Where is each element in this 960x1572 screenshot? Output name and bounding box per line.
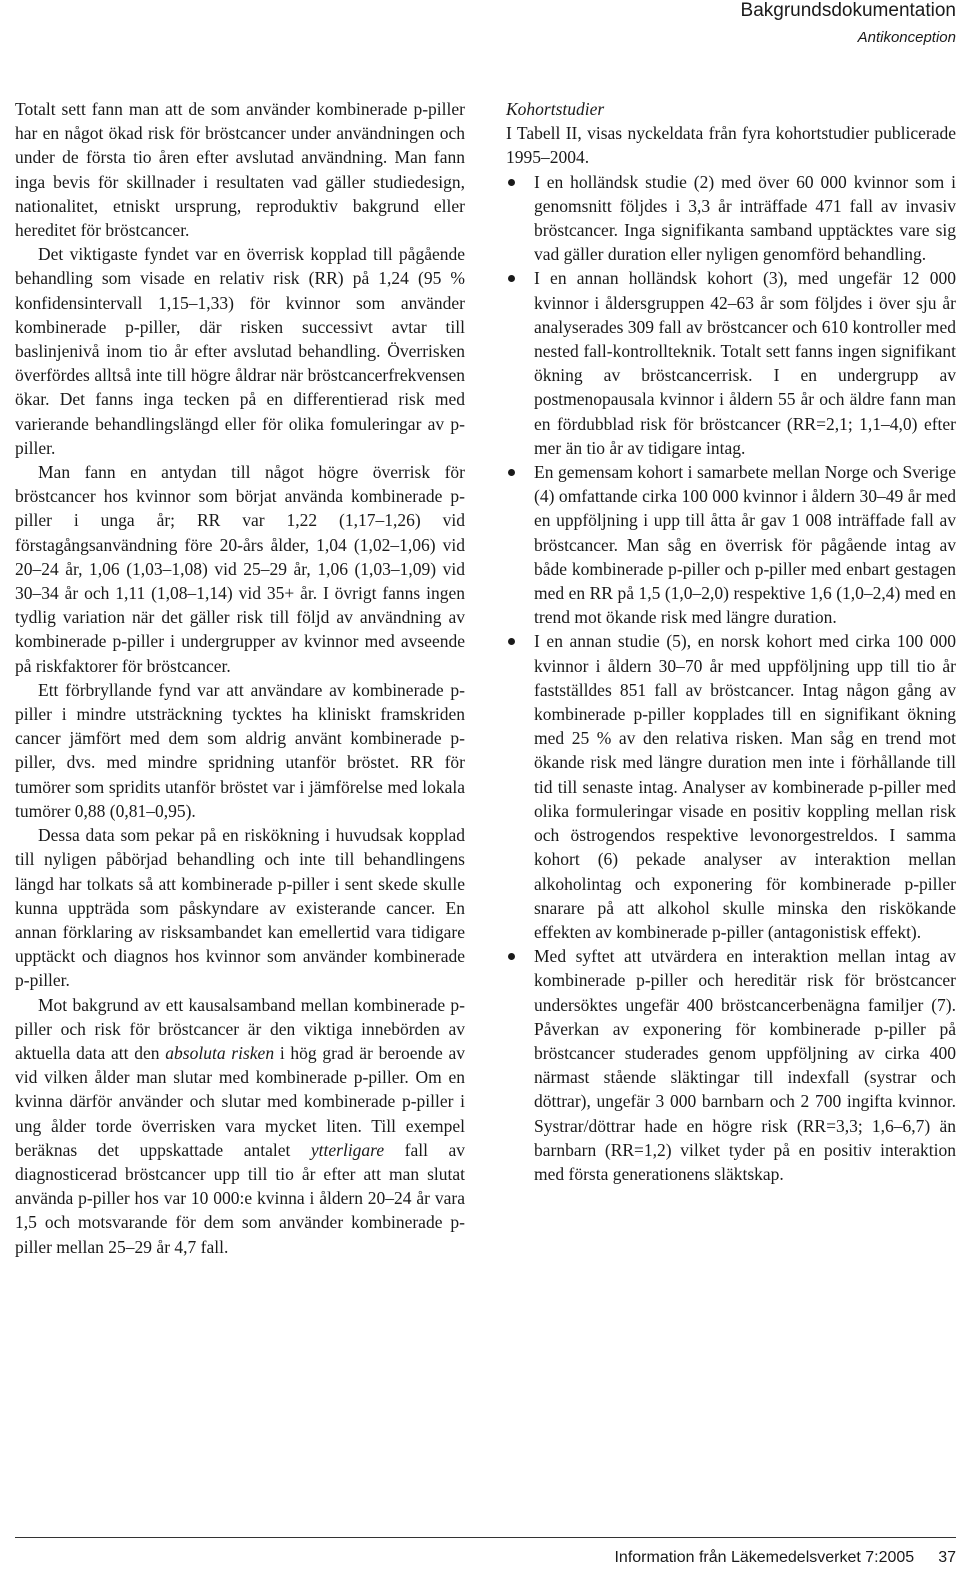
- page-footer: [614, 1548, 956, 1568]
- paragraph-text: fall av diagnosticerad bröstcancer upp till tio år efter att man slutat använda p-piller hos var 10 000:e kvinna i åldern 20–24 år vara 1,5 och motsvarande för dem som använder kombinerade p-piller mellan 25–29 år 4,7 fall.: [15, 1139, 466, 1257]
- list-item: [506, 944, 956, 1186]
- emphasis-absolute-risk: absoluta risken: [165, 1042, 275, 1063]
- study-list: [506, 170, 956, 1187]
- bullet-icon: [508, 953, 515, 960]
- footer-source: Information från Läkemedelsverket 7:2005: [614, 1549, 915, 1566]
- list-item-text: I en holländsk studie (2) med över 60 000 kvinnor som i genomsnitt följdes i 3,3 år inträffade 471 fall av invasiv bröstcancer. Inga signifikanta samband upptäcktes vare sig vad gäller duration eller nyligen genomförd behandling.: [534, 171, 956, 265]
- paragraph-text: i hög grad är beroende av vid vilken ålder man slutar med kombinerade p-piller. Om en kvinna därför använder och slutar med kombinerade p-piller i ung ålder torde överrisken vara mycket liten. Till exempel beräknas det uppskattade antalet: [15, 1042, 465, 1160]
- list-item-text: I en annan studie (5), en norsk kohort med cirka 100 000 kvinnor i åldern 30–70 år med uppföljning upp till tio år fastställdes 851 fall av bröstcancer. Intag någon gång av kombinerade p-piller kopplades till en signifikant ökning med 25 % av den relativa risken. Man såg en trend mot ökande risk med längre duration men inte i förhållande till tid till senaste intag. Analyser av kombinerade p-piller med olika formuleringar visade en positiv koppling mellan risk och östrogendos respektive levonorgestreldos. I samma kohort (6) pekade analyser av interaktion mellan alkoholintag och exponering för kombinerade p-piller snarare på att alkohol skulle minska den riskökande effekten av kombinerade p-piller (antagonistisk effekt).: [534, 631, 956, 942]
- page-header: [741, 0, 956, 48]
- paragraph: Dessa data som pekar på en riskökning i huvudsak kopplad till nyligen påbörjad behandling och inte till behandlingens längd har tolkats så att kombinerade p-piller i sent skede skulle kunna uppträda som påskyndare av existerande cancer. En annan förklaring av risksambandet kan emellertid vara tidigare upptäckt och diagnos hos kvinnor som använder kombinerade p-piller.: [15, 825, 465, 991]
- list-item: [506, 170, 956, 267]
- paragraph: Det viktigaste fyndet var en överrisk kopplad till pågående behandling som visade en relativ risk (RR) på 1,24 (95 % konfidensintervall 1,15–1,33) för kvinnor som använder kombinerade p-piller, där risken successivt avtar till baslinjenivå inom tio år efter avslutad behandling. Överrisken överfördes alltså inte till högre åldrar när bröstcancerfrekvensen ökar. Det fanns inga tecken på en differentierad risk med varierande behandlingslängd eller för olika fomuleringar av p-piller.: [15, 244, 465, 458]
- list-item: [506, 266, 956, 460]
- list-item: [506, 629, 956, 944]
- paragraph: Ett förbryllande fynd var att användare av kombinerade p-piller i mindre utsträckning tycktes ha kliniskt framskriden cancer jämfört med dem som aldrig använt kombinerade p-piller, dvs. med mindre spridning utanför bröstet. RR för tumörer som spridits utanför bröstet var i jämförelse med lokala tumörer 0,88 (0,81–0,95).: [15, 679, 465, 821]
- page-number: 37: [938, 1549, 956, 1566]
- bullet-icon: [508, 638, 515, 645]
- paragraph-last: [15, 993, 465, 1259]
- list-item-text: I en annan holländsk kohort (3), med ungefär 12 000 kvinnor i åldersgruppen 42–63 år som följdes i över sju år analyserades 309 fall av bröstcancer och 610 kontroller med nested fall-kontrollteknik. Totalt sett fanns ingen signifikant ökning av bröstcancerrisk. I en undergrupp av postmenopausala kvinnor i åldern 55 år och äldre fann man en fördubblad risk för bröstcancer (RR=2,1; 1,1–4,0) efter mer än tio år av tidigare intag.: [534, 268, 956, 458]
- paragraph-text: Mot bakgrund av ett kausalsamband mellan kombinerade p-piller och risk för bröstcancer är den viktiga innebörden av aktuella data att den: [15, 994, 465, 1063]
- section-heading: Kohortstudier: [506, 99, 605, 119]
- left-column: [15, 97, 465, 1259]
- list-item: [506, 460, 956, 629]
- emphasis-additional: ytterligare: [310, 1139, 385, 1160]
- intro-paragraph: I Tabell II, visas nyckeldata från fyra kohortstudier publicerade 1995–2004.: [506, 123, 956, 168]
- paragraph: Totalt sett fann man att de som använder kombinerade p-piller har en något ökad risk för bröstcancer under användningen och under de första tio åren efter avslutad användning. Man fann inga bevis för skillnader i resultaten vad gäller studiedesign, nationalitet, etniskt ursprung, reproduktiv bakgrund eller hereditet för bröstcancer.: [15, 99, 465, 241]
- bullet-icon: [508, 275, 515, 282]
- list-item-text: En gemensam kohort i samarbete mellan Norge och Sverige (4) omfattande cirka 100 000 kvinnor i åldern 30–49 år med en uppföljning i upp till åtta år gav 1 008 inträffade fall av bröstcancer. Man såg en överrisk för pågående intag av både kombinerade p-piller och p-piller med enbart gestagen med en RR på 1,5 (1,0–2,0) respektive 1,6 (1,0–2,4) med en trend mot ökande risk med längre duration.: [534, 462, 956, 628]
- bullet-icon: [508, 179, 515, 186]
- section-subtitle: Antikonception: [857, 29, 956, 46]
- bullet-icon: [508, 469, 515, 476]
- list-item-text: Med syftet att utvärdera en interaktion mellan intag av kombinerade p-piller och hereditär risk för bröstcancer undersöktes ungefär 400 bröstcancerbenägna familjer (7). Påverkan av exponering för kombinerade p-piller på bröstcancer studerades genom uppföljning av cirka 400 närmast stående släktingar till indexfall (systrar och döttrar), ungefär 3 000 barnbarn och 2 700 ingifta kvinnor. Systrar/döttrar hade en högre risk (RR=3,3; 1,6–6,7) än barnbarn (RR=1,2) vilket tyder på en positiv interaktion med första generationens släktskap.: [534, 946, 956, 1184]
- footer-divider: [15, 1537, 956, 1538]
- section-title: Bakgrundsdokumentation: [740, 0, 956, 21]
- right-column: [506, 97, 956, 1186]
- paragraph: Man fann en antydan till något högre överrisk för bröstcancer hos kvinnor som börjat använda kombinerade p-piller i unga år; RR var 1,22 (1,17–1,26) vid förstagångsanvändning före 20-års ålder, 1,04 (1,02–1,06) vid 20–24 år, 1,06 (1,03–1,08) vid 25–29 år, 1,06 (1,03–1,09) vid 30–34 år och 1,11 (1,08–1,14) vid 35+ år. I övrigt fanns ingen tydlig variation när det gäller risk till följd av användning av kombinerade p-piller i undergrupper av kvinnor med avseende på riskfaktorer för bröstcancer.: [15, 462, 465, 676]
